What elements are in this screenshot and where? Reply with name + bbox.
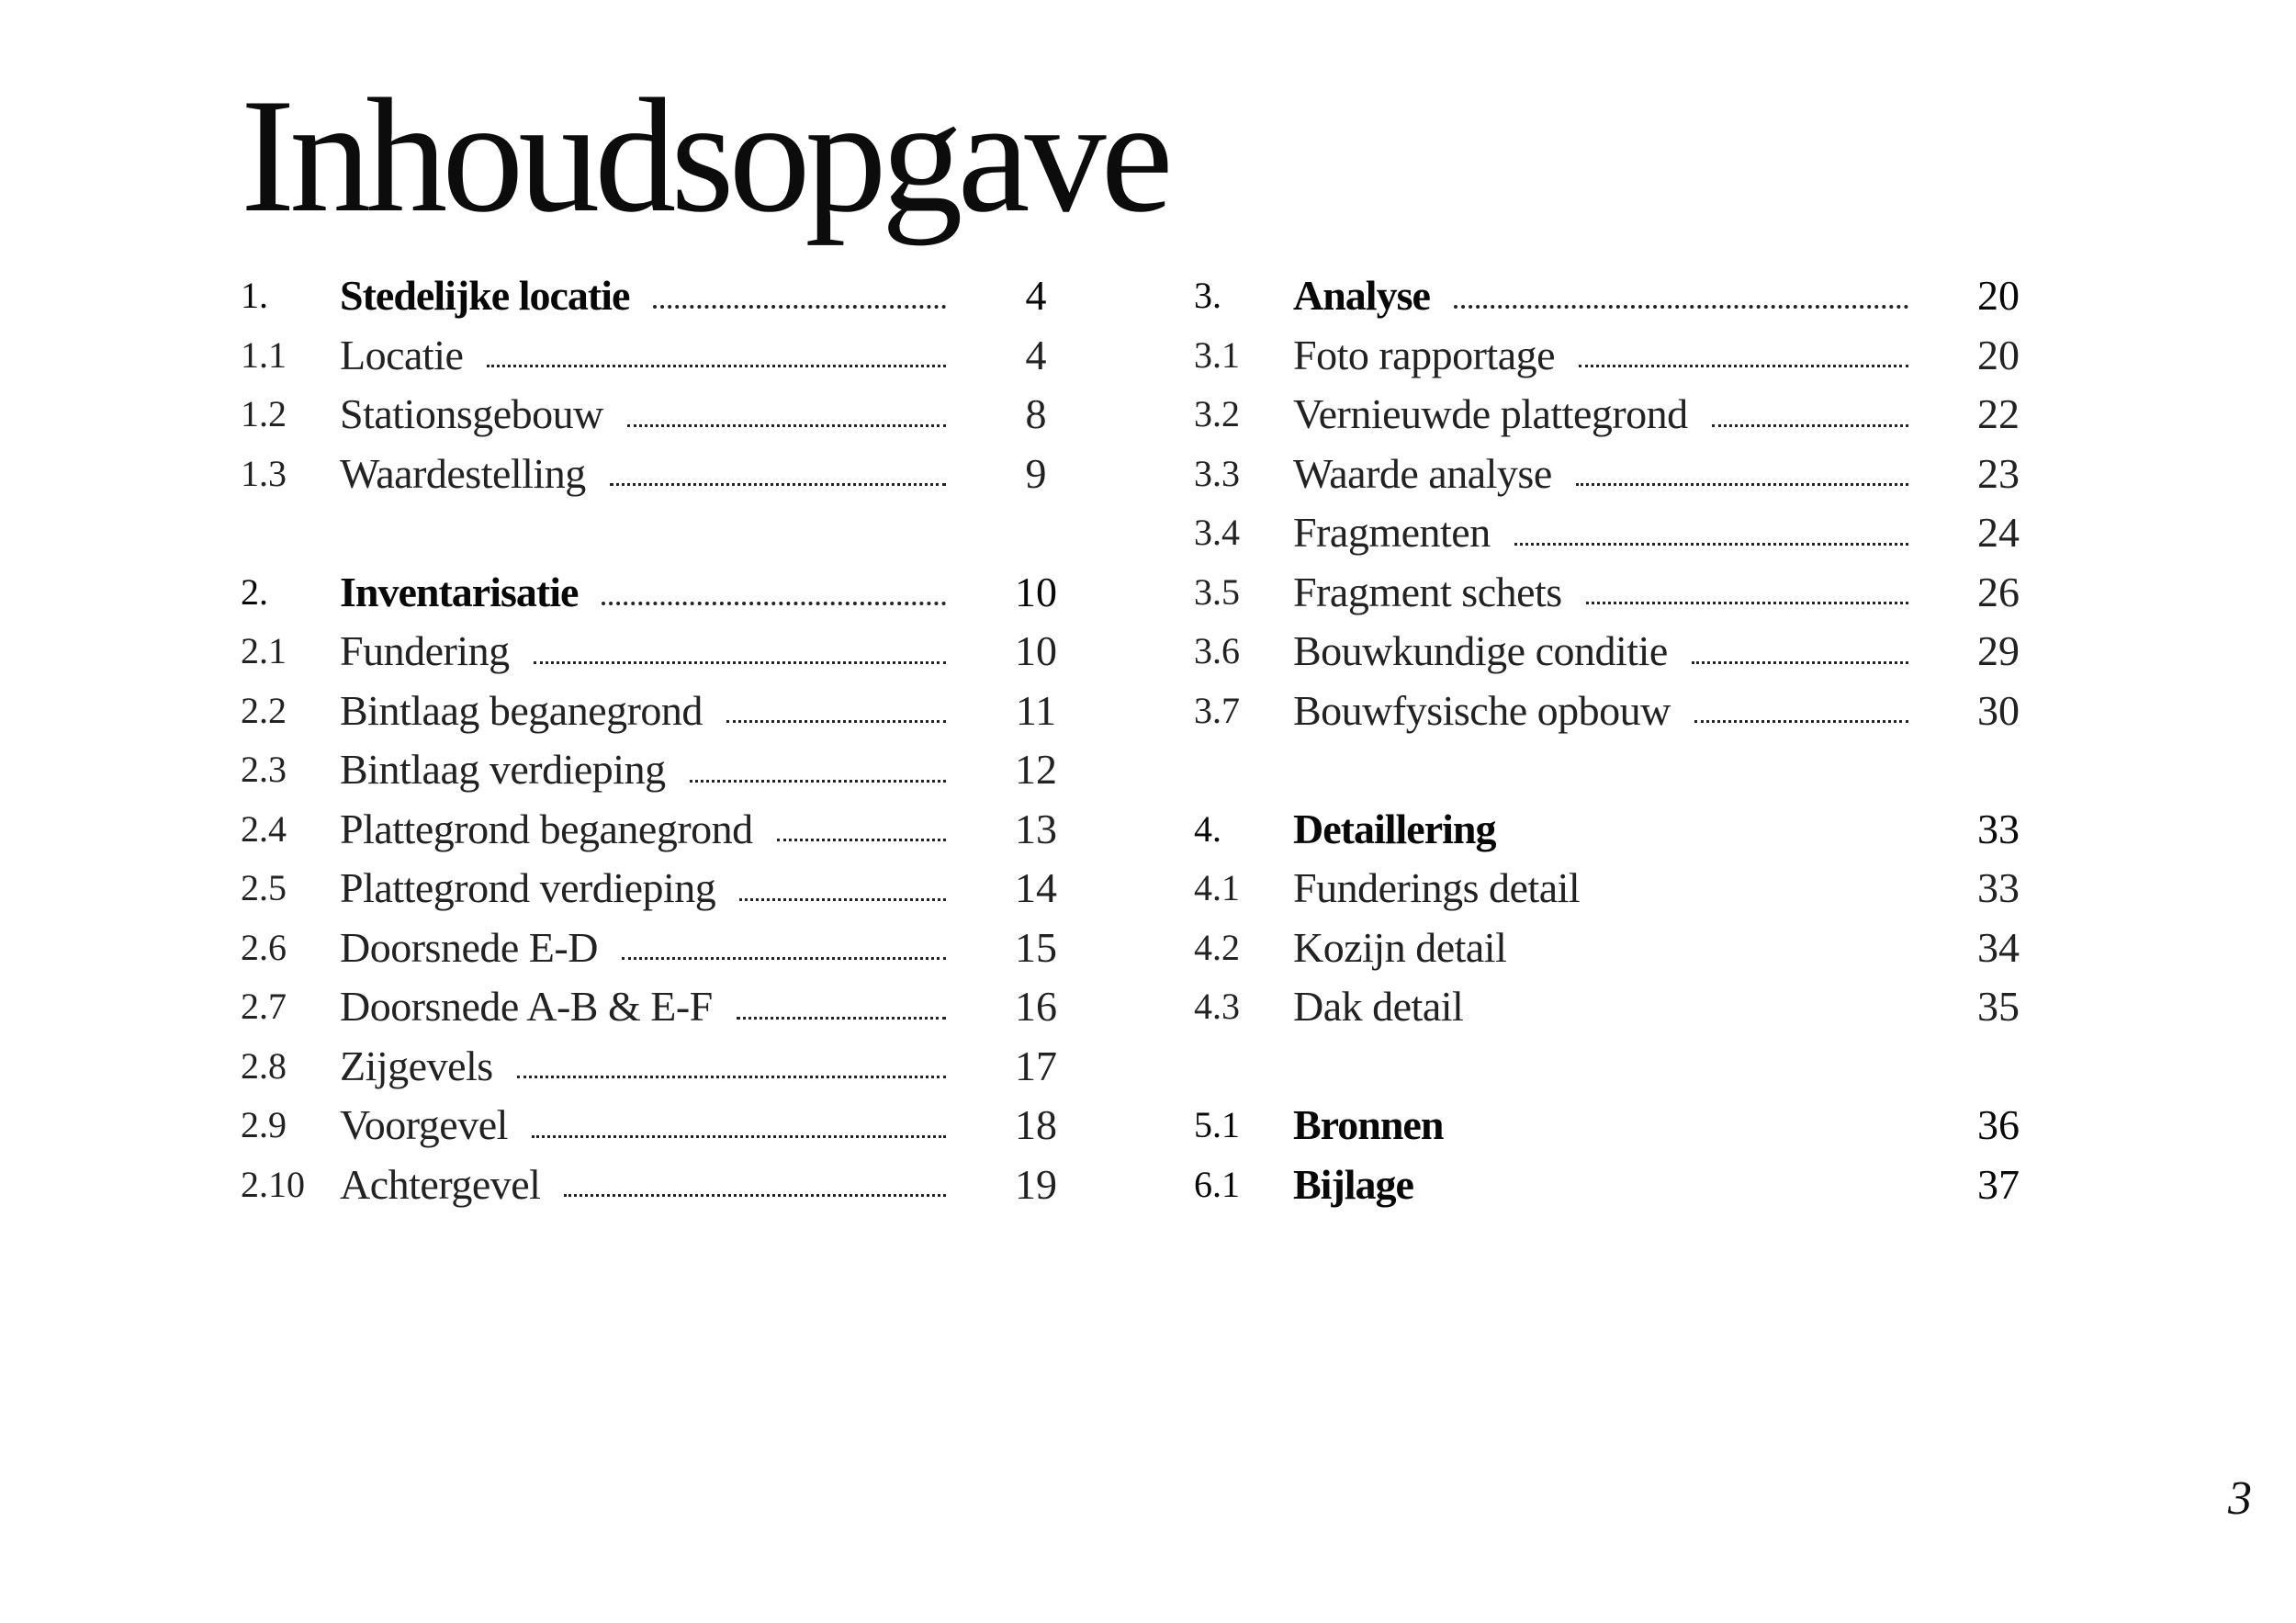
toc-entry[interactable]	[241, 326, 1076, 386]
toc-entry-label: Funderings detail	[1293, 864, 1581, 912]
toc-entry-page: 15	[1015, 923, 1057, 971]
toc-entry[interactable]	[241, 445, 1076, 504]
toc-entry-page: 33	[1977, 805, 2020, 852]
toc-entry-page: 22	[1977, 390, 2020, 438]
toc-entry-label: Bintlaag verdieping	[340, 746, 666, 794]
toc-entry-label: Analyse	[1293, 272, 1430, 320]
section-gap	[241, 503, 1076, 563]
toc-entry-label: Bouwkundige conditie	[1293, 627, 1668, 675]
dot-leader	[726, 720, 946, 723]
dot-leader	[653, 305, 946, 309]
toc-entry-label: Bijlage	[1293, 1160, 1413, 1208]
dot-leader	[1694, 720, 1908, 723]
section-gap	[1194, 740, 2039, 800]
toc-entry-label: Bronnen	[1293, 1101, 1444, 1149]
dot-leader	[1576, 483, 1908, 486]
toc-entry-page: 17	[1015, 1042, 1057, 1089]
toc-entry-number: 4.1	[1194, 867, 1240, 909]
toc-entry-number: 3.5	[1194, 570, 1240, 613]
toc-entry-number: 4.2	[1194, 926, 1240, 968]
toc-entry-page: 18	[1015, 1101, 1057, 1149]
toc-entry[interactable]	[1194, 859, 2039, 919]
toc-entry-number: 2.	[241, 570, 268, 613]
toc-entry-label: Stationsgebouw	[340, 390, 603, 438]
dot-leader	[564, 1194, 946, 1197]
toc-entry-label: Dak detail	[1293, 983, 1464, 1031]
toc-section-entry[interactable]	[1194, 266, 2039, 326]
dot-leader	[739, 898, 946, 901]
toc-entry-label: Detaillering	[1293, 805, 1496, 852]
toc-entry-number: 3.6	[1194, 630, 1240, 672]
toc-entry[interactable]	[1194, 622, 2039, 682]
toc-entry-number: 2.9	[241, 1104, 287, 1146]
toc-entry[interactable]	[1194, 919, 2039, 978]
toc-entry-label: Voorgevel	[340, 1101, 508, 1149]
toc-entry[interactable]	[241, 1155, 1076, 1215]
toc-entry[interactable]	[241, 682, 1076, 741]
toc-entry-page: 29	[1977, 627, 2020, 675]
toc-entry-page: 26	[1977, 568, 2020, 615]
toc-column-left	[241, 266, 1076, 1214]
toc-entry-page: 14	[1015, 864, 1057, 912]
toc-entry-number: 2.10	[241, 1163, 305, 1205]
dot-leader	[737, 1017, 946, 1020]
toc-entry-page: 4	[1025, 272, 1047, 320]
toc-entry-number: 2.4	[241, 807, 287, 850]
toc-entry-number: 5.1	[1194, 1104, 1240, 1146]
dot-leader	[622, 957, 946, 960]
toc-entry[interactable]	[241, 919, 1076, 978]
toc-entry-label: Bintlaag beganegrond	[340, 686, 703, 734]
dot-leader	[1454, 305, 1908, 309]
dot-leader	[602, 602, 946, 605]
toc-entry-page: 23	[1977, 449, 2020, 497]
page-title: Inhoudsopgave	[241, 64, 1168, 246]
section-gap	[1194, 1037, 2039, 1097]
toc-entry-number: 4.3	[1194, 986, 1240, 1028]
toc-entry-page: 9	[1025, 449, 1047, 497]
toc-entry-label: Doorsnede A-B & E-F	[340, 983, 713, 1031]
toc-entry-number: 3.4	[1194, 512, 1240, 554]
toc-entry-number: 6.1	[1194, 1163, 1240, 1205]
toc-entry-label: Fundering	[340, 627, 510, 675]
toc-entry-number: 2.2	[241, 689, 287, 731]
toc-entry[interactable]	[1194, 326, 2039, 386]
page-number: 3	[2228, 1472, 2252, 1525]
toc-entry-page: 20	[1977, 272, 2020, 320]
toc-entry-number: 3.2	[1194, 393, 1240, 435]
toc-entry-number: 1.1	[241, 333, 287, 376]
toc-entry-label: Bouwfysische opbouw	[1293, 686, 1671, 734]
toc-section-entry[interactable]	[1194, 800, 2039, 860]
toc-entry-number: 1.3	[241, 452, 287, 494]
toc-entry-label: Stedelijke locatie	[340, 272, 630, 320]
toc-entry-label: Fragment schets	[1293, 568, 1562, 615]
toc-entry[interactable]	[1194, 977, 2039, 1037]
toc-entry-page: 8	[1025, 390, 1047, 438]
toc-entry-label: Foto rapportage	[1293, 331, 1556, 378]
toc-entry-page: 4	[1025, 331, 1047, 378]
toc-entry[interactable]	[241, 800, 1076, 860]
dot-leader	[1579, 365, 1908, 367]
toc-entry-page: 20	[1977, 331, 2020, 378]
toc-entry-page: 24	[1977, 509, 2020, 557]
toc-entry[interactable]	[241, 1037, 1076, 1097]
toc-entry[interactable]	[241, 385, 1076, 445]
toc-entry[interactable]	[241, 977, 1076, 1037]
dot-leader	[532, 1135, 946, 1138]
toc-entry-number: 4.	[1194, 807, 1221, 850]
toc-entry-page: 10	[1015, 568, 1057, 615]
toc-entry-number: 2.3	[241, 749, 287, 791]
toc-entry-label: Locatie	[340, 331, 464, 378]
dot-leader	[627, 424, 946, 427]
toc-section-entry[interactable]	[1194, 1155, 2039, 1215]
toc-entry-page: 19	[1015, 1160, 1057, 1208]
toc-entry[interactable]	[241, 859, 1076, 919]
toc-entry-number: 3.	[1194, 275, 1221, 317]
toc-entry[interactable]	[241, 622, 1076, 682]
toc-entry-number: 1.2	[241, 393, 287, 435]
toc-entry-page: 37	[1977, 1160, 2020, 1208]
toc-entry-page: 16	[1015, 983, 1057, 1031]
toc-entry-page: 11	[1015, 686, 1057, 734]
toc-entry-label: Waardestelling	[340, 449, 586, 497]
toc-entry-number: 3.7	[1194, 689, 1240, 731]
toc-column-right	[1194, 266, 2039, 1214]
toc-entry-page: 35	[1977, 983, 2020, 1031]
toc-entry-label: Inventarisatie	[340, 568, 579, 615]
toc-entry-number: 3.1	[1194, 333, 1240, 376]
toc-entry[interactable]	[1194, 682, 2039, 741]
toc-entry[interactable]	[241, 740, 1076, 800]
toc-entry-label: Doorsnede E-D	[340, 923, 598, 971]
toc-entry-page: 33	[1977, 864, 2020, 912]
toc-entry-number: 2.8	[241, 1044, 287, 1087]
dot-leader	[1586, 602, 1908, 604]
toc-entry-page: 10	[1015, 627, 1057, 675]
toc-section-entry[interactable]	[241, 266, 1076, 326]
toc-section-entry[interactable]	[1194, 1096, 2039, 1155]
dot-leader	[690, 780, 946, 783]
toc-entry[interactable]	[1194, 445, 2039, 504]
toc-entry-page: 30	[1977, 686, 2020, 734]
toc-entry-page: 36	[1977, 1101, 2020, 1149]
toc-entry[interactable]	[1194, 503, 2039, 563]
toc-entry-number: 2.5	[241, 867, 287, 909]
toc-entry-page: 13	[1015, 805, 1057, 852]
toc-entry-number: 1.	[241, 275, 268, 317]
toc-entry-page: 34	[1977, 923, 2020, 971]
dot-leader	[1692, 661, 1908, 664]
dot-leader	[777, 839, 946, 841]
dot-leader	[534, 661, 946, 664]
dot-leader	[487, 365, 946, 367]
toc-entry-number: 3.3	[1194, 452, 1240, 494]
toc-entry-label: Plattegrond beganegrond	[340, 805, 753, 852]
dot-leader	[610, 483, 946, 486]
toc-section-entry[interactable]	[241, 563, 1076, 623]
toc-entry-label: Vernieuwde plattegrond	[1293, 390, 1688, 438]
dot-leader	[517, 1076, 946, 1078]
toc-entry-number: 2.6	[241, 926, 287, 968]
toc-entry[interactable]	[1194, 563, 2039, 623]
toc-entry[interactable]	[241, 1096, 1076, 1155]
toc-entry-label: Achtergevel	[340, 1160, 541, 1208]
toc-entry-number: 2.1	[241, 630, 287, 672]
toc-entry-page: 12	[1015, 746, 1057, 794]
toc-entry-label: Plattegrond verdieping	[340, 864, 716, 912]
dot-leader	[1712, 424, 1908, 427]
toc-entry-number: 2.7	[241, 986, 287, 1028]
toc-entry-label: Fragmenten	[1293, 509, 1491, 557]
toc-entry[interactable]	[1194, 385, 2039, 445]
toc-entry-label: Waarde analyse	[1293, 449, 1552, 497]
toc-entry-label: Kozijn detail	[1293, 923, 1507, 971]
toc-entry-label: Zijgevels	[340, 1042, 493, 1089]
dot-leader	[1514, 543, 1908, 546]
